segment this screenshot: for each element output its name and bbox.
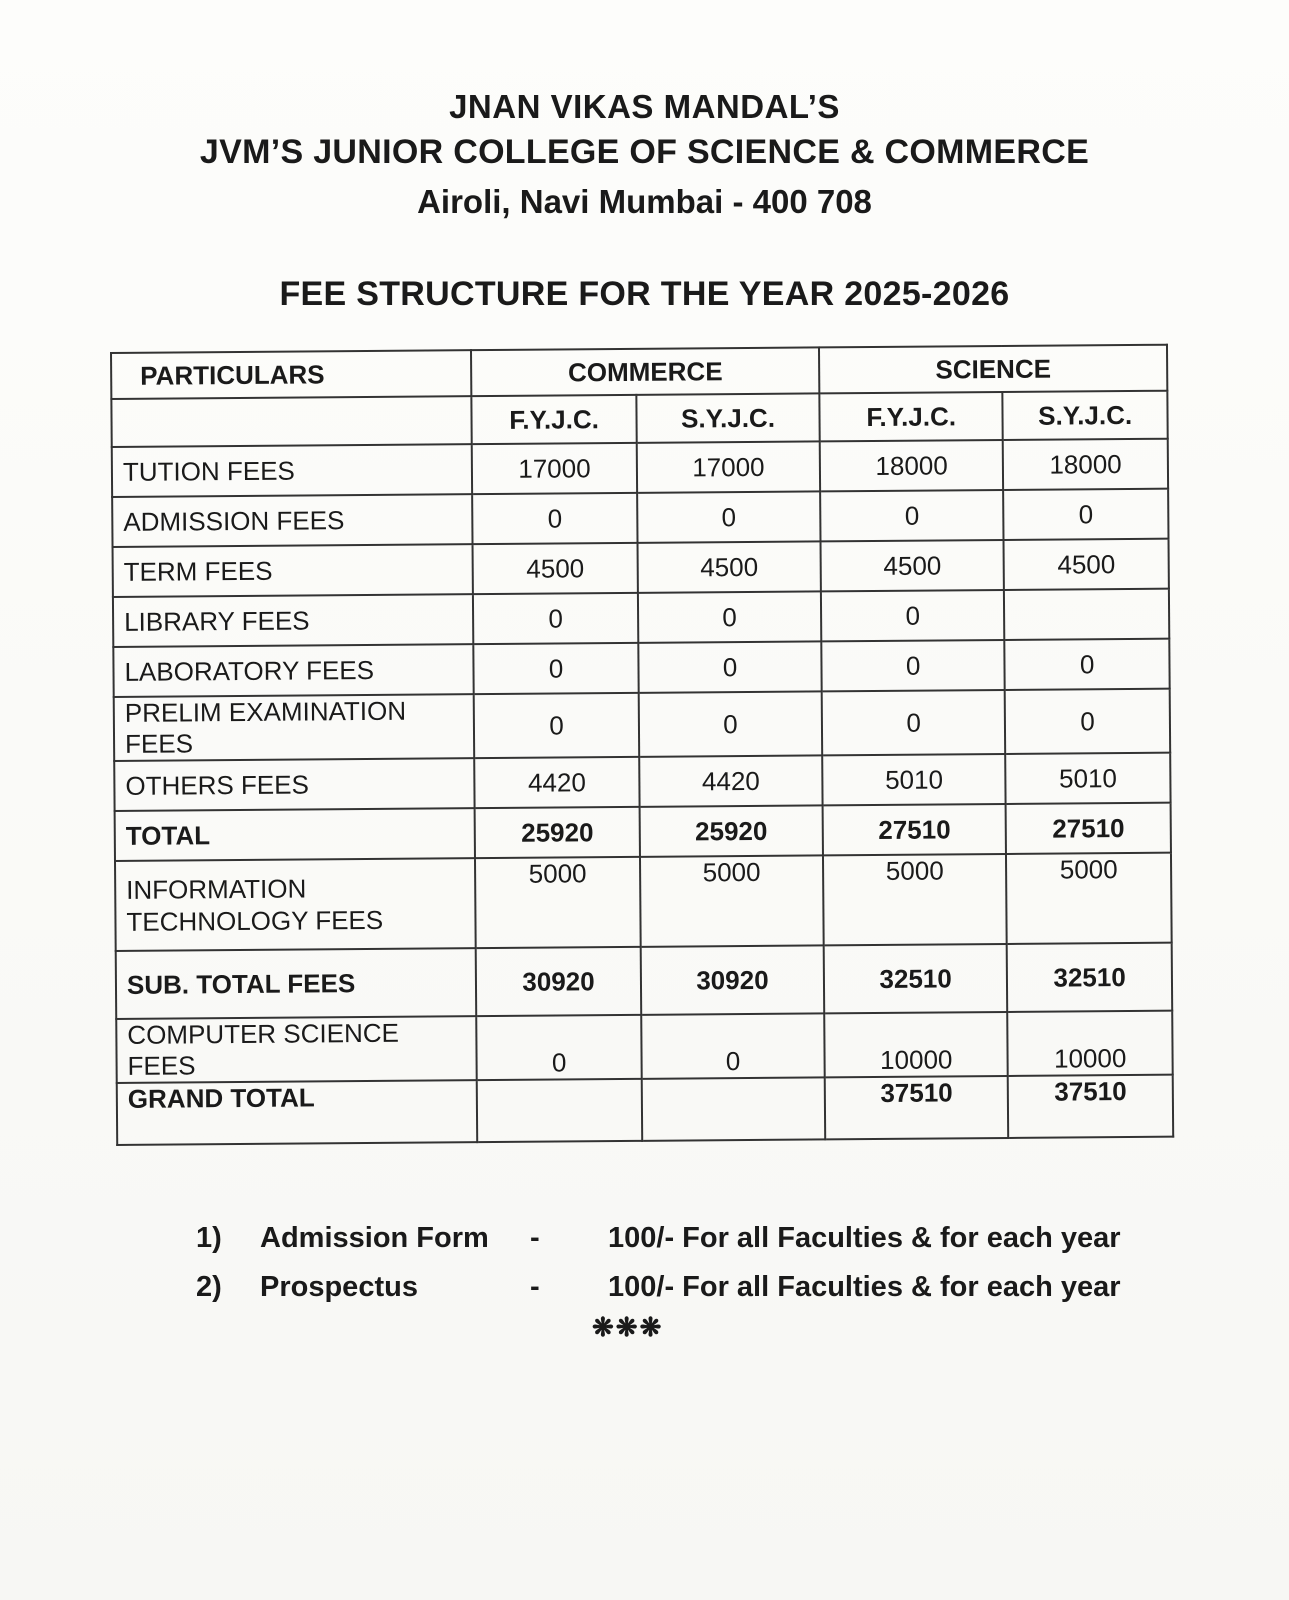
cell-value: 4420 <box>474 757 639 808</box>
note-value: 100/- For all Faculties & for each year <box>608 1271 1121 1303</box>
table-row <box>114 689 1170 761</box>
cell-value: 0 <box>822 690 1006 755</box>
row-label: GRAND TOTAL <box>117 1080 478 1145</box>
commerce-header: COMMERCE <box>471 347 819 396</box>
college-address: Airoli, Navi Mumbai - 400 708 <box>417 183 872 220</box>
cell-value: 30920 <box>476 947 641 1016</box>
fee-structure-table <box>110 344 1174 1146</box>
table-row <box>114 753 1170 811</box>
note-item <box>196 1222 1196 1271</box>
cell-value: 25920 <box>475 807 640 858</box>
cell-value: 0 <box>1005 689 1170 754</box>
note-dash: - <box>530 1222 540 1254</box>
cell-value: 0 <box>476 1015 641 1080</box>
cell-value: 37510 <box>1008 1075 1173 1138</box>
row-label: TUTION FEES <box>112 444 473 497</box>
cell-value <box>642 1077 826 1140</box>
note-dash: - <box>530 1271 540 1303</box>
college-name: JVM’S JUNIOR COLLEGE OF SCIENCE & COMMERCE <box>199 133 1090 171</box>
end-ornament: ❋❋❋ <box>592 1312 664 1342</box>
table-row <box>115 853 1172 951</box>
cell-value: 18000 <box>820 440 1004 491</box>
table-row <box>113 589 1169 647</box>
cell-value <box>1004 589 1169 640</box>
cell-value: 4500 <box>473 543 638 594</box>
cell-value: 27510 <box>1006 803 1171 854</box>
cell-value: 0 <box>637 491 821 542</box>
cell-value: 0 <box>472 493 637 544</box>
row-label: LABORATORY FEES <box>113 644 474 697</box>
cell-value: 5000 <box>475 857 640 948</box>
trust-name: JNAN VIKAS MANDAL’S <box>449 88 840 125</box>
cell-value: 0 <box>820 490 1004 541</box>
science-syjc-header: S.Y.J.C. <box>1003 391 1168 440</box>
cell-value: 10000 <box>1008 1011 1173 1076</box>
cell-value: 27510 <box>823 804 1007 855</box>
note-label: Admission Form <box>260 1222 489 1254</box>
row-label-line1: INFORMATION <box>126 873 307 905</box>
cell-value <box>477 1079 642 1142</box>
row-label: PRELIM EXAMINATION FEES <box>114 694 475 761</box>
table-row <box>112 489 1168 547</box>
cell-value: 0 <box>474 643 639 694</box>
cell-value: 0 <box>1003 489 1168 540</box>
cell-value: 32510 <box>1007 943 1172 1012</box>
cell-value: 17000 <box>472 443 637 494</box>
cell-value: 17000 <box>637 441 821 492</box>
cell-value: 4500 <box>821 540 1005 591</box>
cell-value: 5000 <box>640 855 824 946</box>
notes-list <box>196 1222 1196 1320</box>
cell-value: 5000 <box>1006 853 1171 944</box>
note-value: 100/- For all Faculties & for each year <box>608 1222 1121 1254</box>
note-index: 2) <box>196 1271 222 1303</box>
row-label: COMPUTER SCIENCE FEES <box>116 1016 477 1083</box>
note-item <box>196 1271 1196 1320</box>
particulars-header: PARTICULARS <box>111 350 472 399</box>
table-subheader-row <box>111 391 1167 447</box>
cell-value: 0 <box>1005 639 1170 690</box>
cell-value: 5000 <box>823 854 1007 945</box>
row-label: LIBRARY FEES <box>113 594 474 647</box>
cell-value: 0 <box>473 593 638 644</box>
table-row-subtotal <box>116 943 1173 1019</box>
table-row <box>113 539 1169 597</box>
science-fyjc-header: F.Y.J.C. <box>819 392 1003 441</box>
row-label: TERM FEES <box>113 544 474 597</box>
row-label: OTHERS FEES <box>114 758 475 811</box>
row-label: SUB. TOTAL FEES <box>116 948 477 1019</box>
cell-value: 0 <box>639 691 823 756</box>
cell-value: 0 <box>638 591 822 642</box>
cell-value: 4420 <box>639 755 823 806</box>
science-header: SCIENCE <box>819 345 1167 394</box>
table-row-grand-total <box>117 1075 1173 1145</box>
document-title: FEE STRUCTURE FOR THE YEAR 2025-2026 <box>279 275 1010 313</box>
cell-value: 0 <box>641 1013 825 1078</box>
table-header-row <box>111 345 1167 399</box>
cell-value: 4500 <box>1004 539 1169 590</box>
commerce-syjc-header: S.Y.J.C. <box>636 393 820 442</box>
row-label: TOTAL <box>115 808 476 861</box>
blank-header-cell <box>111 396 472 447</box>
cell-value: 0 <box>474 693 639 758</box>
table-row <box>113 639 1169 697</box>
row-label <box>115 858 476 951</box>
row-label-line2: TECHNOLOGY FEES <box>126 904 384 937</box>
table-row <box>112 439 1168 497</box>
cell-value: 10000 <box>824 1012 1008 1077</box>
cell-value: 0 <box>821 590 1005 641</box>
cell-value: 5010 <box>822 754 1006 805</box>
cell-value: 5010 <box>1005 753 1170 804</box>
cell-value: 0 <box>821 640 1005 691</box>
cell-value: 4500 <box>637 541 821 592</box>
table-row <box>116 1011 1172 1083</box>
note-label: Prospectus <box>260 1271 418 1303</box>
cell-value: 0 <box>638 641 822 692</box>
cell-value: 37510 <box>825 1076 1009 1139</box>
table-row-total <box>115 803 1171 861</box>
commerce-fyjc-header: F.Y.J.C. <box>472 395 637 444</box>
row-label: ADMISSION FEES <box>112 494 473 547</box>
note-index: 1) <box>196 1222 222 1254</box>
cell-value: 18000 <box>1003 439 1168 490</box>
cell-value: 25920 <box>639 805 823 856</box>
cell-value: 32510 <box>824 944 1008 1013</box>
cell-value: 30920 <box>641 945 825 1014</box>
